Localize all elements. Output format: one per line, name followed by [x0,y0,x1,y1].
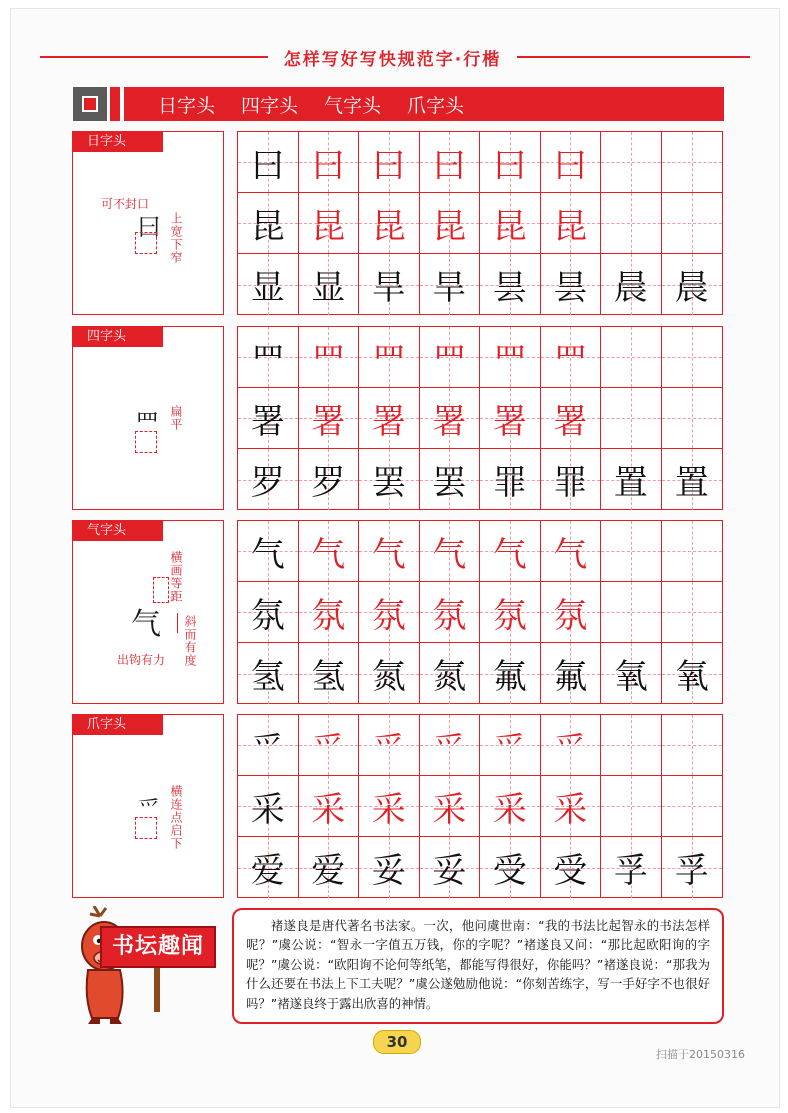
practice-cell [238,776,299,837]
sign-label: 书坛趣闻 [100,926,216,968]
practice-cell [359,643,420,704]
practice-cell [541,643,602,704]
practice-cell [420,193,481,254]
practice-cell [662,582,723,643]
practice-character: 氮 [432,657,467,697]
demo-box [135,232,157,254]
practice-character: 采 [311,789,346,830]
practice-character: 罒 [371,340,406,381]
practice-grid [237,131,723,315]
practice-cell [662,521,723,582]
practice-cell [420,254,481,315]
demo-box [135,817,157,839]
practice-cell [541,776,602,837]
practice-character: 爱 [250,851,285,891]
practice-cell [299,388,360,449]
practice-cell [662,193,723,254]
practice-cell [480,388,541,449]
practice-cell [238,193,299,254]
practice-character: 罒 [553,340,588,381]
practice-character: 曰 [250,145,285,186]
practice-cell [541,837,602,898]
practice-character: 罒 [250,340,285,381]
practice-cell [299,582,360,643]
practice-cell [480,776,541,837]
practice-cell [420,582,481,643]
practice-character: 氮 [371,657,406,697]
practice-character: 罒 [432,340,467,381]
note-text: 出钩有力 [117,653,166,667]
practice-cell [420,715,481,776]
practice-cell [359,449,420,510]
practice-cell [541,132,602,193]
practice-character: 署 [311,401,346,442]
practice-cell [238,254,299,315]
practice-character: 采 [492,789,527,830]
practice-character: 爱 [311,851,346,891]
section-zhao-radical [72,714,724,898]
practice-character: 罪 [553,463,588,503]
label-panel [72,131,224,315]
practice-row [238,715,722,776]
practice-cell [541,327,602,388]
practice-character: 旱 [371,268,406,308]
practice-character: 罒 [492,340,527,381]
practice-character: 旱 [432,268,467,308]
practice-character: 署 [492,401,527,442]
practice-character: 显 [311,268,346,308]
practice-row [238,327,722,388]
practice-row [238,582,722,643]
practice-row [238,449,722,510]
practice-cell [420,643,481,704]
practice-cell [299,643,360,704]
practice-character: 孚 [613,851,648,891]
practice-cell [359,327,420,388]
practice-cell [480,643,541,704]
practice-character: 爫 [553,728,588,769]
practice-cell [662,388,723,449]
note-pointer [177,613,178,633]
practice-cell [662,715,723,776]
practice-character: 置 [674,463,709,503]
practice-cell [480,582,541,643]
practice-cell [601,388,662,449]
practice-character: 曰 [553,145,588,186]
practice-cell [359,254,420,315]
practice-character: 氛 [432,595,467,636]
label-panel [72,326,224,510]
practice-character: 署 [371,401,406,442]
practice-character: 氧 [613,657,648,697]
section-bar-label: 日字头 [158,94,216,117]
practice-cell [541,388,602,449]
practice-cell [480,449,541,510]
note-text: 可不封口 [101,197,150,211]
practice-cell [601,521,662,582]
practice-cell [299,715,360,776]
practice-row [238,837,722,898]
practice-character: 氟 [553,657,588,697]
demo-radical: 爫 [137,795,161,823]
practice-cell [238,837,299,898]
practice-character: 曰 [311,145,346,186]
practice-character: 罗 [311,463,346,503]
section-qi-radical [72,520,724,704]
practice-cell [601,582,662,643]
practice-character: 氢 [311,657,346,697]
practice-character: 氛 [311,595,346,636]
practice-character: 采 [371,789,406,830]
practice-cell [299,449,360,510]
practice-character: 罗 [250,463,285,503]
practice-character: 气 [371,534,406,575]
practice-character: 妥 [371,851,406,891]
practice-character: 署 [432,401,467,442]
practice-character: 署 [250,401,285,442]
practice-grid [237,520,723,704]
practice-character: 爫 [250,728,285,769]
practice-character: 昙 [492,268,527,308]
practice-character: 气 [311,534,346,575]
practice-character: 昆 [432,206,467,247]
practice-cell [541,715,602,776]
practice-character: 气 [250,534,285,575]
practice-character: 罢 [371,463,406,503]
practice-character: 氛 [371,595,406,636]
practice-cell [420,449,481,510]
label-panel [72,714,224,898]
section-si-radical [72,326,724,510]
section-ri-radical [72,131,724,315]
practice-cell [299,193,360,254]
section-label: 爪字头 [73,715,163,735]
practice-character: 显 [250,268,285,308]
practice-cell [480,132,541,193]
practice-cell [359,837,420,898]
practice-cell [238,521,299,582]
page-number: 30 [373,1030,421,1054]
practice-cell [299,254,360,315]
section-label: 气字头 [73,521,163,541]
note-text: 横画等距 [169,551,183,603]
practice-character: 妥 [432,851,467,891]
practice-row [238,776,722,837]
practice-row [238,388,722,449]
practice-character: 昆 [371,206,406,247]
practice-character: 昙 [553,268,588,308]
practice-character: 氛 [250,595,285,636]
practice-grid [237,714,723,898]
practice-cell [359,715,420,776]
practice-cell [238,582,299,643]
practice-character: 氢 [250,657,285,697]
practice-character: 罪 [492,463,527,503]
practice-character: 气 [492,534,527,575]
note-text: 斜而有度 [183,615,197,667]
label-panel [72,520,224,704]
practice-character: 置 [613,463,648,503]
story-text: 褚遂良是唐代著名书法家。一次，他问虞世南：“我的书法比起智永的书法怎样呢？”虞公说：“智永一字值五万钱，你的字呢？”褚遂良又问：“那比起欧阳询的字呢？”虞公说：“欧阳询不论何等纸笔，都能写得很好，你能吗？”褚遂良说：“那我为什么还要在书法上下工夫呢？”虞公遂勉励他说：“你刻苦练字，写一手好字不也很好吗？”褚遂良终于露出欣喜的神情。 [246,918,710,1011]
practice-cell [541,449,602,510]
header [215,44,570,70]
practice-character: 曰 [492,145,527,186]
practice-character: 晨 [674,268,709,308]
practice-cell [359,132,420,193]
practice-cell [480,193,541,254]
scan-mark: 扫描于20150316 [656,1048,745,1061]
practice-cell [359,582,420,643]
practice-character: 孚 [674,851,709,891]
practice-cell [541,254,602,315]
sign-post [154,968,160,1012]
practice-row [238,521,722,582]
note-text: 横连点启下 [169,785,183,850]
practice-cell [480,715,541,776]
section-bar-strip [110,87,120,121]
practice-cell [238,327,299,388]
practice-cell [420,388,481,449]
practice-character: 罢 [432,463,467,503]
practice-cell [238,643,299,704]
practice-cell [601,643,662,704]
note-text: 扁平 [169,405,183,431]
section-bar-label: 四字头 [241,94,299,117]
demo-box [135,431,157,453]
practice-cell [662,327,723,388]
practice-character: 受 [492,851,527,891]
practice-character: 气 [553,534,588,575]
note-text: 上宽下窄 [169,212,183,264]
practice-cell [299,132,360,193]
practice-cell [480,254,541,315]
practice-cell [541,193,602,254]
practice-cell [238,715,299,776]
practice-character: 采 [432,789,467,830]
section-label: 四字头 [73,327,163,347]
practice-cell [662,643,723,704]
practice-cell [359,521,420,582]
practice-cell [480,521,541,582]
practice-character: 氛 [553,595,588,636]
story-sign [70,906,220,1026]
practice-cell [480,837,541,898]
practice-character: 氛 [492,595,527,636]
practice-character: 采 [250,789,285,830]
practice-cell [541,582,602,643]
practice-cell [662,449,723,510]
practice-cell [238,388,299,449]
practice-cell [480,327,541,388]
practice-cell [601,132,662,193]
practice-cell [541,521,602,582]
practice-cell [420,837,481,898]
practice-character: 气 [432,534,467,575]
practice-character: 昆 [250,206,285,247]
practice-cell [601,327,662,388]
practice-cell [299,521,360,582]
practice-character: 采 [553,789,588,830]
practice-cell [238,449,299,510]
practice-cell [662,837,723,898]
practice-grid [237,326,723,510]
section-bar-square-icon [73,87,107,121]
practice-cell [299,837,360,898]
practice-character: 氟 [492,657,527,697]
demo-radical: 曰 [137,213,161,241]
practice-cell [601,254,662,315]
practice-character: 署 [553,401,588,442]
demo-box [153,577,169,603]
practice-row [238,254,722,315]
practice-character: 罒 [311,340,346,381]
section-bar-label: 爪字头 [407,94,465,117]
practice-character: 昆 [553,206,588,247]
demo-radical: 罒 [135,409,159,437]
practice-character: 爫 [371,728,406,769]
practice-character: 氧 [674,657,709,697]
practice-cell [299,327,360,388]
practice-cell [601,193,662,254]
practice-cell [359,388,420,449]
practice-character: 爫 [311,728,346,769]
practice-row [238,643,722,704]
practice-cell [662,776,723,837]
practice-cell [238,132,299,193]
header-title: 怎样写好写快规范字·行楷 [268,42,517,73]
practice-character: 晨 [613,268,648,308]
practice-cell [601,776,662,837]
practice-cell [359,193,420,254]
practice-character: 爫 [432,728,467,769]
practice-character: 受 [553,851,588,891]
practice-row [238,193,722,254]
practice-character: 曰 [432,145,467,186]
section-bar-label: 气字头 [324,94,382,117]
practice-character: 爫 [492,728,527,769]
practice-cell [601,837,662,898]
practice-cell [359,776,420,837]
practice-cell [420,521,481,582]
practice-cell [662,132,723,193]
practice-cell [420,776,481,837]
practice-cell [662,254,723,315]
practice-character: 曰 [371,145,406,186]
practice-character: 昆 [311,206,346,247]
practice-cell [420,327,481,388]
demo-radical: 气 [131,607,161,642]
section-bar [124,87,724,121]
practice-row [238,132,722,193]
practice-cell [420,132,481,193]
section-label: 日字头 [73,132,163,152]
practice-cell [601,715,662,776]
practice-cell [601,449,662,510]
story-box [232,908,724,1024]
practice-cell [299,776,360,837]
practice-character: 昆 [492,206,527,247]
